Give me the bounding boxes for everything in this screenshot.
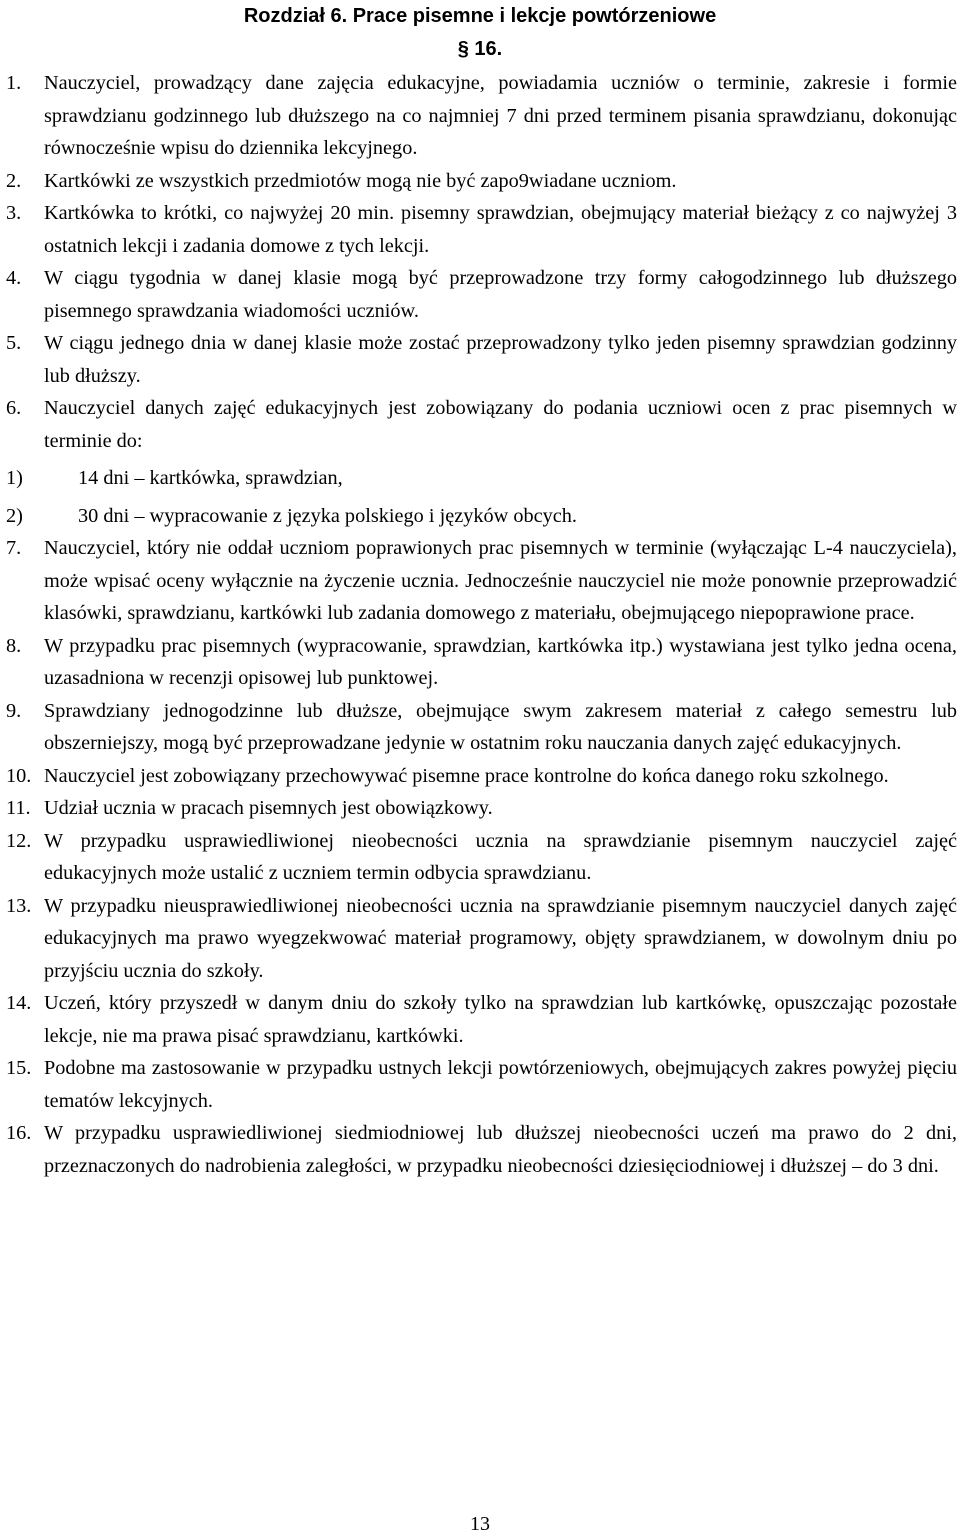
page-number: 13 [470,1513,490,1535]
list-item [0,67,960,165]
item-text: Uczeń, który przyszedł w danym dniu do szkoły tylko na sprawdzian lub kartkówkę, opuszczając pozostałe lekcje, nie ma prawa pisać sprawdzianu, kartkówki. [44,992,957,1047]
list-item [0,165,960,198]
item-number: 8. [6,634,22,657]
item-text: Nauczyciel, który nie oddał uczniom poprawionych prac pisemnych w terminie (wyłączając L-4 nauczyciela), może wpisać oceny wyłącznie na życzenie ucznia. Jednocześnie nauczyciel nie może ponownie przeprowadzić klasówki, sprawdzianu, kartkówki lub zadania domowego z materiału, obejmującego niepoprawione prace. [44,537,957,624]
item-number: 9. [6,699,22,722]
item-text: W ciągu tygodnia w danej klasie mogą być przeprowadzone trzy formy całogodzinnego lub dłuższego pisemnego sprawdzania wiadomości uczniów. [44,267,957,322]
item-text: Kartkówki ze wszystkich przedmiotów mogą nie być zapo9wiadane uczniom. [44,169,677,192]
list-item [0,825,960,890]
item-number: 1. [6,72,22,94]
item-text: W przypadku usprawiedliwionej nieobecności ucznia na sprawdzianie pisemnym nauczyciel zajęć edukacyjnych może ustalić z uczniem termin odbycia sprawdzianu. [44,829,957,884]
item-text: W ciągu jednego dnia w danej klasie może zostać przeprowadzony tylko jeden pisemny sprawdzian godzinny lub dłuższy. [44,332,957,387]
item-number: 15. [6,1057,32,1079]
item-text: W przypadku prac pisemnych (wypracowanie, sprawdzian, kartkówka itp.) wystawiana jest tylko jedna ocena, uzasadniona w recenzji opisowej lub punktowej. [44,634,957,689]
item-number: 16. [6,1122,32,1144]
item-number: 5. [6,332,22,354]
item-number: 3. [6,202,22,224]
item-number: 13. [6,894,32,917]
sub-item-text: 14 dni – kartkówka, sprawdzian, [78,467,343,489]
item-text: Udział ucznia w pracach pisemnych jest obowiązkowy. [44,797,493,819]
item-text: W przypadku nieusprawiedliwionej nieobecności ucznia na sprawdzianie pisemnym nauczyciel danych zajęć edukacyjnych ma prawo wyegzekwować materiał programowy, objęty sprawdzianem, w dowolnym dniu po przyjściu ucznia do szkoły. [44,894,957,982]
list-item [0,630,960,695]
item-text: Sprawdziany jednogodzinne lub dłuższe, obejmujące swym zakresem materiał z całego semestru lub obszerniejszy, mogą być przeprowadzane jedynie w ostatnim roku nauczania danych zajęć edukacyjnych. [44,699,957,754]
item-number: 11. [6,797,31,819]
item-number: 12. [6,829,32,852]
item-text: Kartkówka to krótki, co najwyżej 20 min. pisemny sprawdzian, obejmujący materiał bieżący z co najwyżej 3 ostatnich lekcji i zadania domowe z tych lekcji. [44,202,957,257]
item-number: 4. [6,267,22,289]
list-item [0,695,960,760]
list-item [0,392,960,532]
item-number: 10. [6,764,32,787]
item-text: Podobne ma zastosowanie w przypadku ustnych lekcji powtórzeniowych, obejmujących zakres powyżej pięciu tematów lekcyjnych. [44,1057,957,1112]
sub-item-text: 30 dni – wypracowanie z języka polskiego i języków obcych. [78,504,577,527]
list-item [0,1052,960,1117]
item-text: W przypadku usprawiedliwionej siedmiodniowej lub dłuższej nieobecności uczeń ma prawo do 2 dni, przeznaczonych do nadrobienia zaległości, w przypadku nieobecności dziesięciodniowej i dłuższej – do 3 dni. [44,1122,957,1177]
item-text: Nauczyciel, prowadzący dane zajęcia edukacyjne, powiadamia uczniów o terminie, zakresie i formie sprawdzianu godzinnego lub dłuższego na co najmniej 7 dni przed terminem pisania sprawdzianu, dokonując równocześnie wpisu do dziennika lekcyjnego. [44,72,957,159]
list-item [0,327,960,392]
item-number: 7. [6,537,22,559]
list-item [0,987,960,1052]
list-item [0,262,960,327]
list-item [0,532,960,630]
item-number: 2. [6,169,22,192]
list-item [0,792,960,825]
item-text: Nauczyciel danych zajęć edukacyjnych jest zobowiązany do podania uczniowi ocen z prac pisemnych w terminie do: [44,397,957,452]
sub-item-number: 1) [6,467,23,489]
list-item [0,1117,960,1182]
sub-list-item [0,462,957,495]
list-item [0,890,960,988]
item-text: Nauczyciel jest zobowiązany przechowywać pisemne prace kontrolne do końca danego roku szkolnego. [44,764,889,787]
list-item [0,197,960,262]
item-number: 14. [6,992,32,1014]
sub-list [6,462,957,532]
sub-item-number: 2) [6,504,23,527]
item-number: 6. [6,397,22,419]
section-heading: § 16. [457,38,503,60]
list-item [0,760,960,793]
sub-list-item [0,500,957,533]
rules-list [0,67,960,1182]
chapter-title: Rozdział 6. Prace pisemne i lekcje powtórzeniowe [243,5,717,27]
